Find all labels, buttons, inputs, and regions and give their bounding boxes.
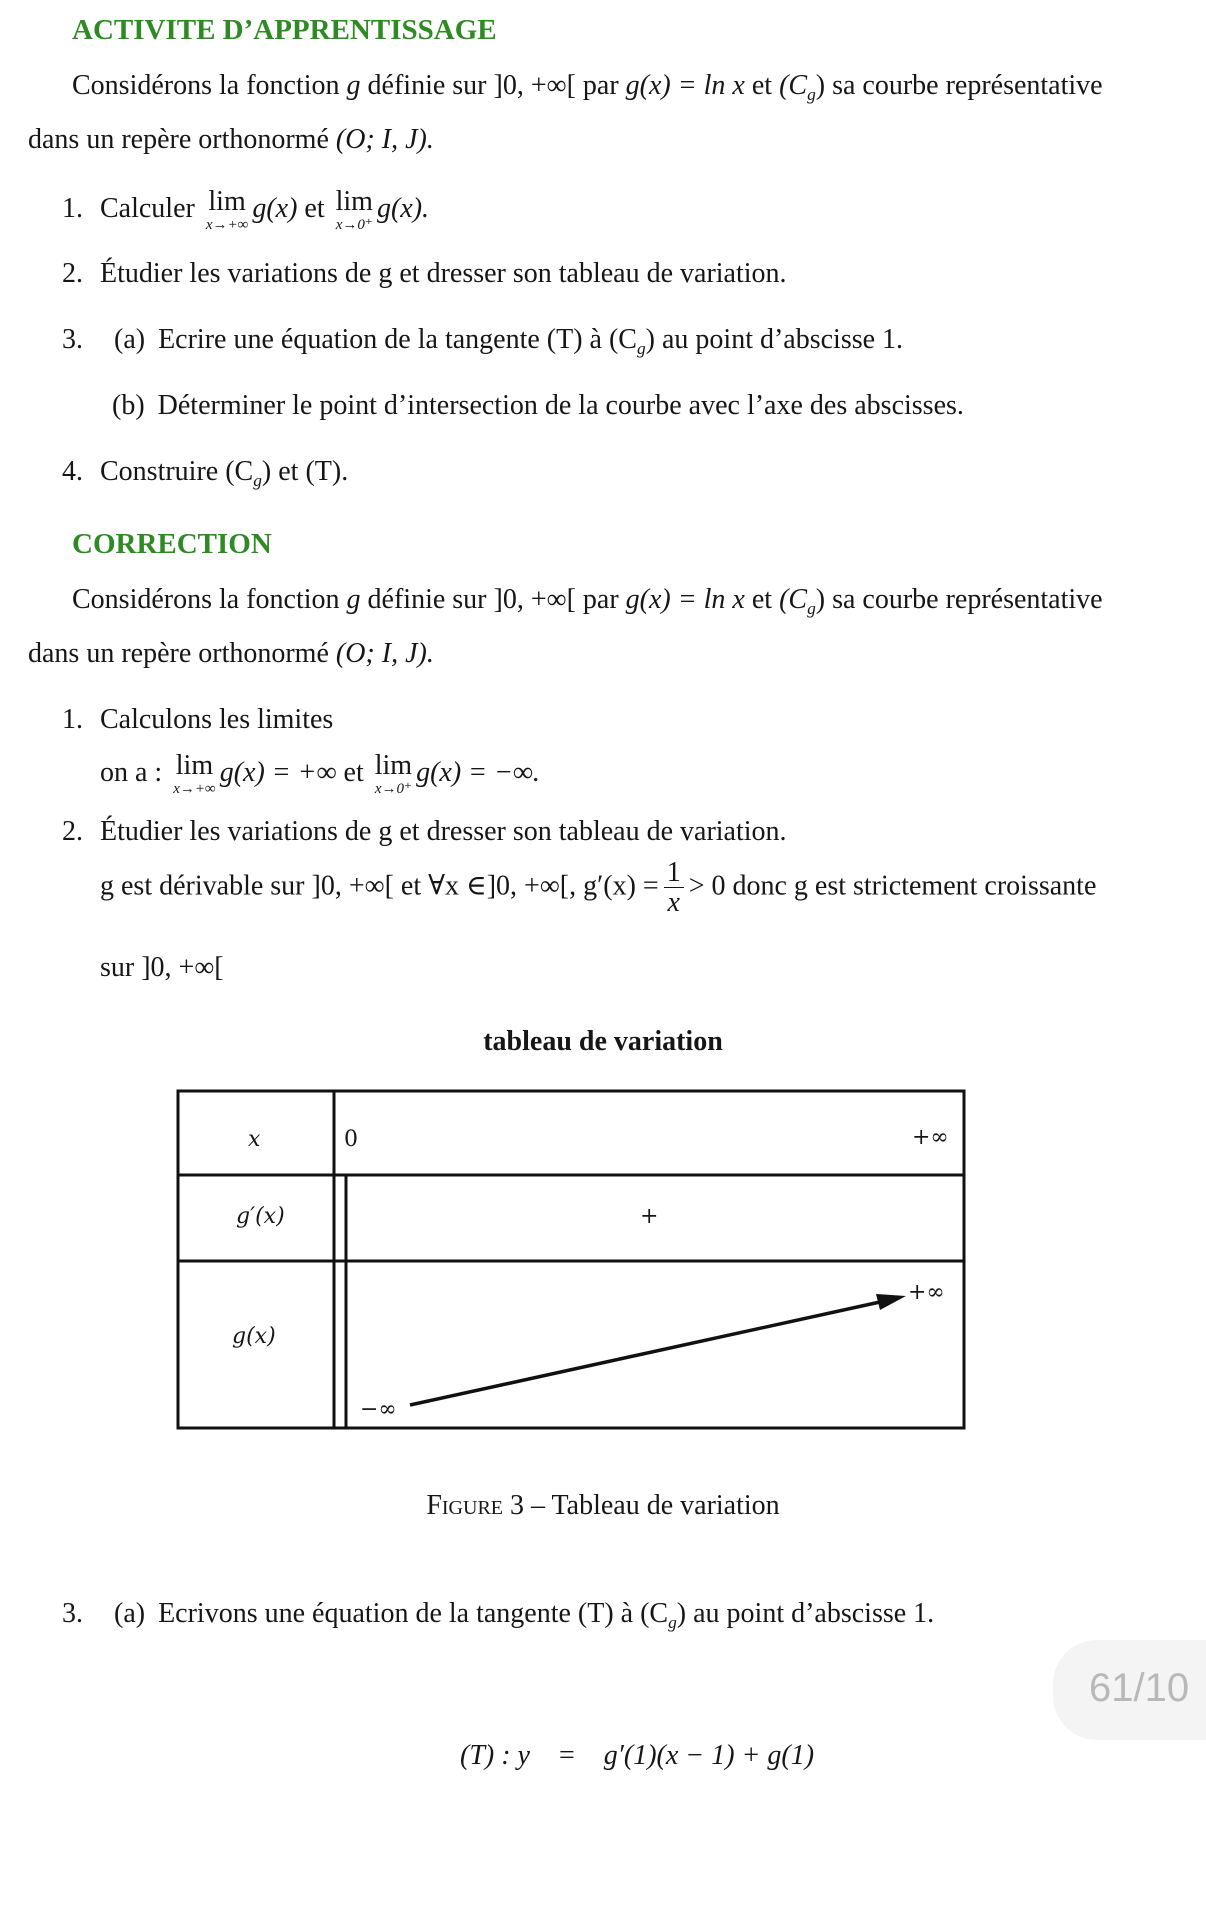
activity-intro-line2: dans un repère orthonormé (O; I, J). xyxy=(28,124,434,155)
table-func-start: −∞ xyxy=(360,1397,397,1422)
figure-caption: Figure 3 – Tableau de variation xyxy=(426,1490,780,1521)
table-x-label: x xyxy=(248,1127,261,1152)
correction-limits: on a : lim x→+∞ g(x) = +∞ et lim x→0⁺ g(x) = −∞. xyxy=(100,750,540,797)
correction-step-2: 2. Étudier les variations de g et dresser son tableau de variation. xyxy=(62,816,787,847)
table-deriv-sign: + xyxy=(640,1204,659,1229)
limit-plus-infinity: lim x→+∞ xyxy=(173,750,216,797)
correction-step-1: 1. Calculons les limites xyxy=(62,704,334,735)
correction-title: CORRECTION xyxy=(72,528,272,560)
correction-intro-line1: Considérons la fonction g définie sur ]0, +∞[ par g(x) = ln x et $(C_g)$ sa courbe représentative xyxy=(72,584,1103,619)
increasing-arrow xyxy=(410,1302,880,1405)
activity-intro-line1: Considérons la fonction g définie sur ]0, +∞[ par g(x) = ln x et $(C_g)$ sa courbe représentative xyxy=(72,70,1103,105)
question-4: 4. Construire $(C_g)$ et (T). xyxy=(62,456,349,491)
table-func-end: +∞ xyxy=(908,1280,945,1305)
question-3b: (b) Déterminer le point d’intersection de la courbe avec l’axe des abscisses. xyxy=(112,390,964,421)
limit-zero-plus: lim x→0⁺ xyxy=(374,750,413,797)
limit-plus-infinity: lim x→+∞ xyxy=(205,186,249,233)
correction-derivative: g est dérivable sur ]0, +∞[ et ∀x ∈]0, +∞[, g′(x) = $\frac{1}{x}$ > 0 donc g est strictement croissante xyxy=(100,857,1097,919)
page-indicator[interactable] xyxy=(1053,1640,1206,1740)
correction-intro-line2: dans un repère orthonormé (O; I, J). xyxy=(28,638,434,669)
table-deriv-label: g′(x) xyxy=(236,1204,285,1229)
table-x-end: +∞ xyxy=(912,1125,949,1150)
fraction-one-over-x: $\frac{1}{x}$ xyxy=(664,858,684,918)
correction-step-3a: 3. (a) Ecrivons une équation de la tangente (T) à $(C_g)$ au point d’abscisse 1. xyxy=(62,1598,935,1633)
table-x-start: 0 xyxy=(344,1127,358,1152)
question-1: 1. Calculer lim x→+∞ g(x) et lim x→0⁺ g(x). xyxy=(62,186,430,233)
limit-zero-plus: lim x→0⁺ xyxy=(335,186,373,233)
variation-table-heading: tableau de variation xyxy=(483,1026,723,1057)
activity-title: ACTIVITE D’APPRENTISSAGE xyxy=(72,14,497,46)
question-2: 2. Étudier les variations de g et dresser son tableau de variation. xyxy=(62,258,787,289)
table-func-label: g(x) xyxy=(232,1324,276,1349)
tangent-equation: (T) : y = g′(1)(x − 1) + g(1) xyxy=(460,1740,815,1771)
question-3a: 3. (a) Ecrire une équation de la tangente (T) à $(C_g)$ au point d’abscisse 1. xyxy=(62,324,904,359)
arrow-head xyxy=(876,1294,906,1310)
page-indicator-text: 61/10 xyxy=(1089,1666,1190,1710)
correction-domain: sur ]0, +∞[ xyxy=(100,952,224,983)
